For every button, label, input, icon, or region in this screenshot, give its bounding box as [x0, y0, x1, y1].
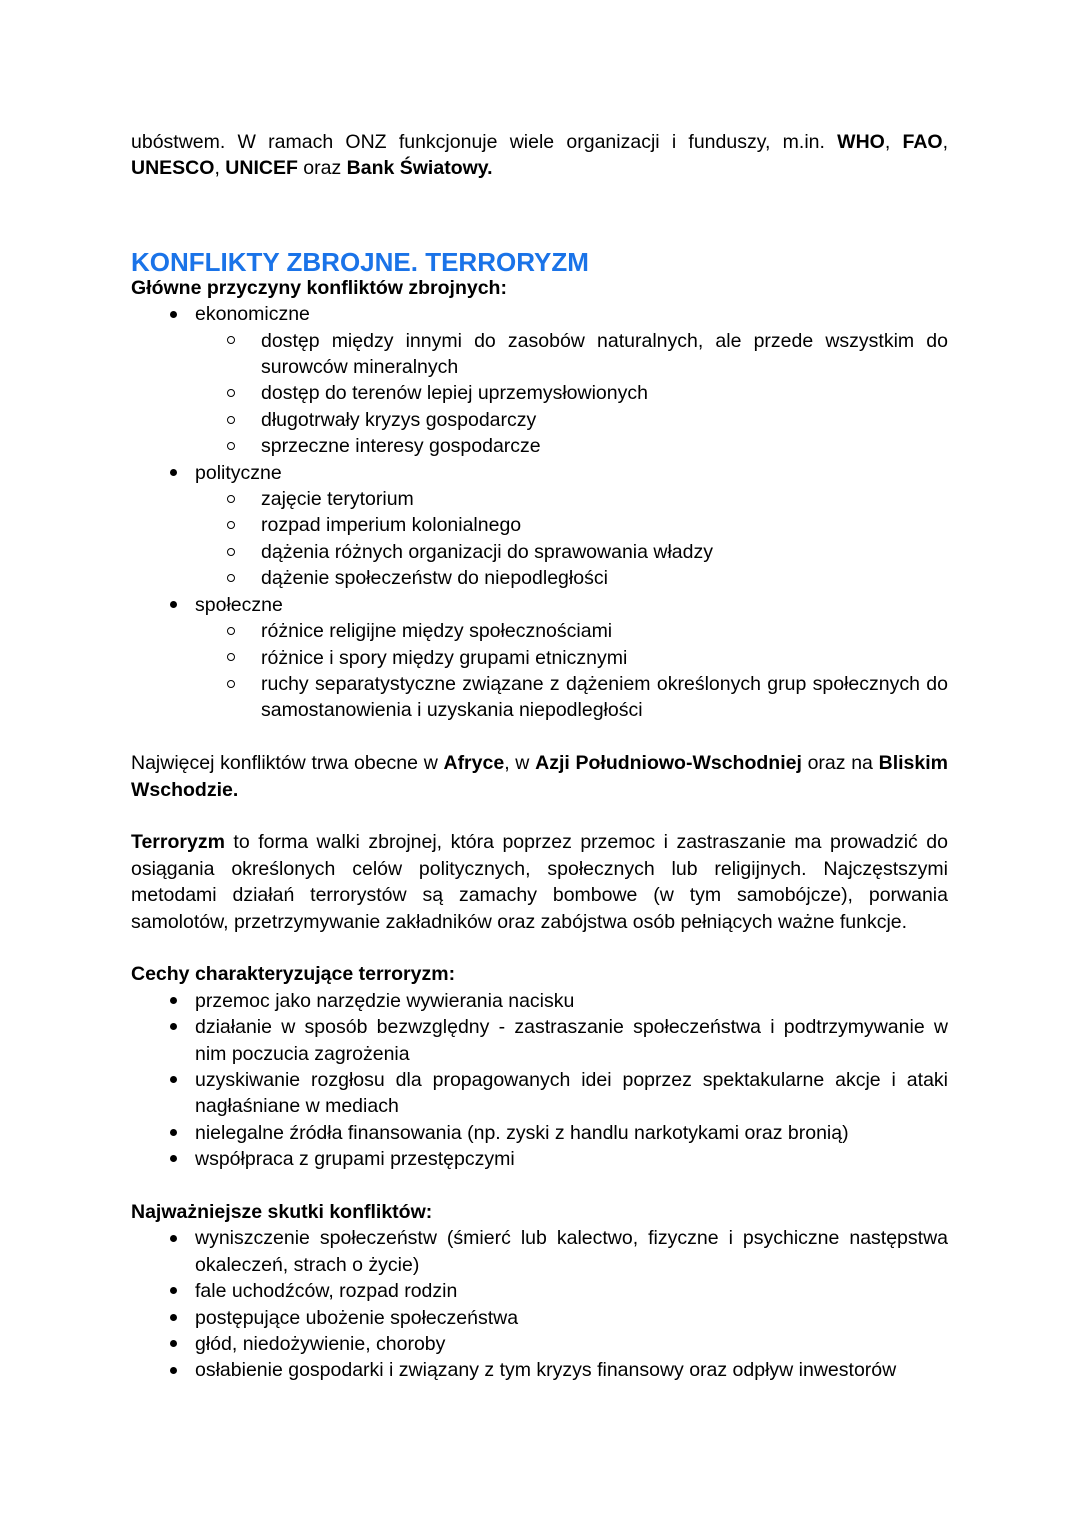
bullet-icon	[168, 1120, 178, 1146]
regions-text: Najwięcej konfliktów trwa obecne w	[131, 752, 444, 775]
term-terrorism: Terroryzm	[131, 831, 225, 854]
cause-group-label: społeczne	[195, 593, 283, 616]
org-world-bank: Bank Światowy.	[346, 157, 493, 180]
circle-bullet-icon	[226, 512, 236, 538]
circle-bullet-icon	[226, 433, 236, 459]
intro-text: oraz	[297, 157, 347, 180]
regions-paragraph	[131, 750, 948, 803]
list-item-text: dostęp do terenów lepiej uprzemysłowionych	[261, 382, 648, 405]
intro-paragraph	[131, 129, 948, 182]
bullet-icon	[168, 1357, 178, 1383]
circle-bullet-icon	[226, 407, 236, 433]
list-item	[131, 1014, 948, 1067]
list-item-text: przemoc jako narzędzie wywierania nacisku	[195, 989, 575, 1012]
list-item	[131, 1120, 948, 1146]
list-item-text: rozpad imperium kolonialnego	[261, 514, 522, 537]
org-unicef: UNICEF	[225, 157, 298, 180]
definition-text: to forma walki zbrojnej, która poprzez przemoc i zastraszanie ma prowadzić do osiągania określonych celów politycznych, społecznych lub religijnych. Najczęstszymi metodami działań terrorystów są zamachy bombowe (w tym samobójcze), porwania samolotów, przetrzymywanie zakładników oraz zabójstwa osób pełniących ważne funkcje.	[131, 831, 948, 933]
list-item	[195, 512, 948, 538]
intro-text: ,	[942, 131, 948, 153]
circle-bullet-icon	[226, 328, 236, 354]
bullet-icon	[168, 1225, 178, 1251]
region-southeast-asia: Azji Południowo-Wschodniej	[535, 752, 802, 775]
list-item-text: fale uchodźców, rozpad rodzin	[195, 1280, 458, 1303]
bullet-icon	[168, 1278, 178, 1304]
list-item	[195, 407, 948, 433]
list-item	[131, 1305, 948, 1331]
bullet-icon	[168, 301, 178, 327]
bullet-icon	[168, 460, 178, 486]
spacer	[131, 803, 948, 829]
intro-text: ,	[884, 131, 903, 153]
cause-sublist	[195, 618, 948, 724]
list-item-text: różnice religijne między społecznościami	[261, 620, 613, 643]
list-item	[195, 618, 948, 644]
list-item	[195, 539, 948, 565]
terrorism-definition	[131, 829, 948, 935]
list-item-text: długotrwały kryzys gospodarczy	[261, 408, 537, 431]
region-middle-east: Bliskim Wschodzie.	[131, 752, 948, 801]
org-unesco: UNESCO	[131, 157, 215, 180]
list-item	[131, 1225, 948, 1278]
list-item	[195, 565, 948, 591]
list-item-text: postępujące ubożenie społeczeństwa	[195, 1306, 519, 1329]
list-item-text: zajęcie terytorium	[261, 488, 414, 511]
list-item	[195, 671, 948, 724]
list-item-text: wyniszczenie społeczeństw (śmierć lub kalectwo, fizyczne i psychiczne następstwa okaleczeń, strach o życie)	[195, 1227, 948, 1276]
cause-group-label: ekonomiczne	[195, 303, 310, 326]
list-item-text: współpraca z grupami przestępczymi	[195, 1148, 515, 1171]
cause-group-label: polityczne	[195, 461, 282, 484]
list-item-text: nielegalne źródła finansowania (np. zyski z handlu narkotykami oraz bronią)	[195, 1121, 849, 1144]
cause-group-economic	[131, 301, 948, 459]
list-item-text: osłabienie gospodarki i związany z tym kryzys finansowy oraz odpływ inwestorów	[195, 1359, 897, 1382]
spacer	[131, 724, 948, 750]
bullet-icon	[168, 1067, 178, 1093]
region-africa: Afryce	[443, 752, 505, 775]
list-item-text: ruchy separatystyczne związane z dążeniem określonych grup społecznych do samostanowienia i uzyskania niepodległości	[261, 672, 948, 722]
cause-sublist	[195, 328, 948, 460]
document-page	[131, 129, 948, 1384]
intro-text: ubóstwem. W ramach ONZ funkcjonuje wiele organizacji i funduszy, m.in.	[131, 131, 838, 153]
list-item-text: różnice i spory między grupami etnicznymi	[261, 646, 628, 669]
list-item	[195, 486, 948, 512]
effects-heading: Najważniejsze skutki konfliktów:	[131, 1200, 433, 1223]
intro-text: ,	[214, 157, 226, 180]
features-list	[131, 988, 948, 1173]
list-item-text: głód, niedożywienie, choroby	[195, 1333, 446, 1355]
list-item-text: dążenie społeczeństw do niepodległości	[261, 567, 608, 590]
circle-bullet-icon	[226, 565, 236, 591]
circle-bullet-icon	[226, 618, 236, 644]
bullet-icon	[168, 1331, 178, 1357]
bullet-icon	[168, 1014, 178, 1040]
list-item	[195, 328, 948, 381]
effects-list	[131, 1225, 948, 1383]
cause-group-political	[131, 460, 948, 592]
list-item	[131, 1331, 948, 1357]
list-item	[131, 1067, 948, 1120]
causes-heading: Główne przyczyny konfliktów zbrojnych:	[131, 276, 507, 299]
list-item	[131, 1146, 948, 1172]
cause-sublist	[195, 486, 948, 592]
circle-bullet-icon	[226, 380, 236, 406]
bullet-icon	[168, 1146, 178, 1172]
org-who: WHO	[837, 131, 885, 153]
regions-text: oraz na	[801, 752, 879, 775]
section-title: KONFLIKTY ZBROJNE. TERRORYZM	[131, 246, 589, 277]
spacer	[131, 182, 948, 235]
cause-group-social	[131, 592, 948, 724]
causes-list	[131, 301, 948, 724]
circle-bullet-icon	[226, 486, 236, 512]
list-item	[195, 380, 948, 406]
list-item	[195, 433, 948, 459]
spacer	[131, 1173, 948, 1199]
list-item	[131, 988, 948, 1014]
spacer	[131, 935, 948, 961]
list-item-text: dążenia różnych organizacji do sprawowania władzy	[261, 540, 713, 563]
list-item-text: sprzeczne interesy gospodarcze	[261, 435, 541, 458]
list-item-text: dostęp między innymi do zasobów naturalnych, ale przede wszystkim do surowców mineralnych	[261, 329, 948, 379]
spacer	[131, 235, 948, 243]
circle-bullet-icon	[226, 671, 236, 697]
list-item	[131, 1278, 948, 1304]
list-item	[195, 645, 948, 671]
list-item	[131, 1357, 948, 1383]
bullet-icon	[168, 592, 178, 618]
circle-bullet-icon	[226, 539, 236, 565]
list-item-text: uzyskiwanie rozgłosu dla propagowanych idei poprzez spektakularne akcje i ataki nagłaśniane w mediach	[195, 1068, 948, 1118]
circle-bullet-icon	[226, 645, 236, 671]
regions-text: , w	[504, 752, 536, 775]
org-fao: FAO	[902, 131, 943, 153]
list-item-text: działanie w sposób bezwzględny - zastraszanie społeczeństwa i podtrzymywanie w nim poczucia zagrożenia	[195, 1016, 948, 1065]
features-heading: Cechy charakteryzujące terroryzm:	[131, 963, 456, 986]
bullet-icon	[168, 1305, 178, 1331]
bullet-icon	[168, 988, 178, 1014]
